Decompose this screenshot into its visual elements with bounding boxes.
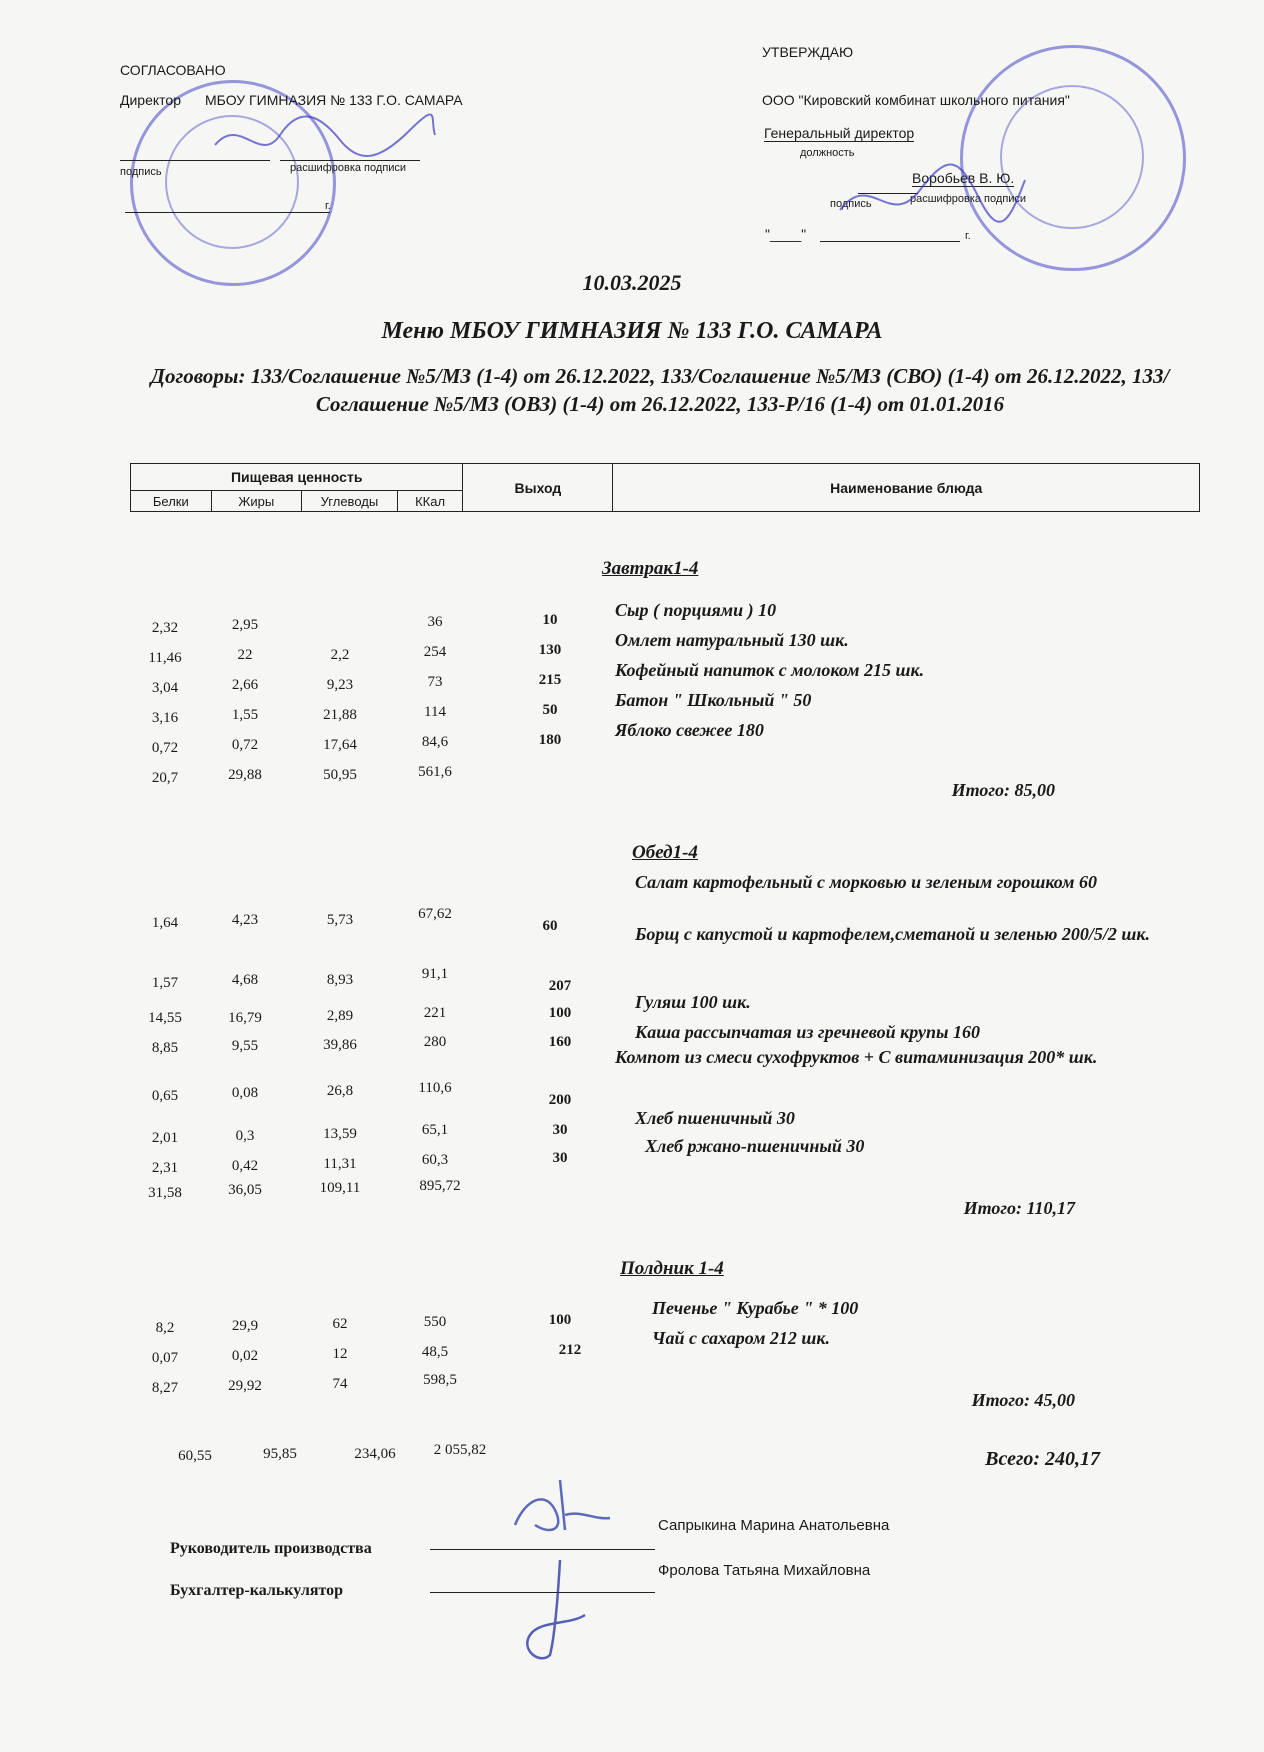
sum-kcal: 598,5	[423, 1372, 457, 1388]
cell-kcal: 91,1	[421, 966, 449, 982]
cell-carbs: 26,8	[326, 1083, 354, 1099]
cell-kcal: 36	[427, 614, 443, 630]
cell-carbs: 62	[332, 1316, 348, 1332]
approval-left-director-label: Директор	[120, 92, 181, 108]
approval-left-title: СОГЛАСОВАНО	[120, 62, 226, 78]
sum-proteins: 8,27	[151, 1380, 179, 1396]
left-date-line	[125, 212, 330, 213]
cell-fats: 2,95	[231, 617, 259, 633]
cell-proteins: 11,46	[148, 650, 182, 666]
cell-proteins: 2,01	[151, 1130, 179, 1146]
right-date-tail: г.	[965, 230, 971, 242]
cell-output: 207	[548, 978, 572, 994]
dish-name: Хлеб пшеничный 30	[635, 1108, 795, 1128]
cell-carbs: 13,59	[323, 1126, 357, 1142]
dish-name: Гуляш 100 шк.	[635, 992, 751, 1012]
cell-proteins: 0,65	[151, 1088, 179, 1104]
cell-fats: 4,68	[231, 972, 259, 988]
cell-kcal: 110,6	[418, 1080, 452, 1096]
menu-table-header	[130, 463, 1200, 512]
cell-output: 50	[542, 702, 558, 718]
lunch-total: Итого: 110,17	[963, 1198, 1075, 1218]
cell-kcal: 84,6	[421, 734, 449, 750]
lunch-title: Обед1-4	[632, 842, 698, 863]
cell-proteins: 3,04	[151, 680, 179, 696]
left-sign-label: подпись	[120, 166, 162, 178]
cell-kcal: 67,62	[418, 906, 452, 922]
cell-fats: 0,42	[231, 1158, 259, 1174]
approval-right-position-label: должность	[800, 147, 855, 159]
dish-name: Борщ с капустой и картофелем,сметаной и зеленью 200/5/2 шк.	[635, 924, 1150, 944]
accountant-signature	[500, 1555, 590, 1665]
director-signature	[210, 105, 440, 175]
cell-proteins: 0,07	[151, 1350, 179, 1366]
cell-fats: 22	[237, 647, 253, 663]
dish-name: Яблоко свежее 180	[615, 720, 764, 740]
cell-fats: 29,9	[231, 1318, 259, 1334]
cell-fats: 9,55	[231, 1038, 259, 1054]
sum-carbs: 50,95	[323, 767, 357, 783]
cell-kcal: 73	[427, 674, 443, 690]
cell-output: 180	[538, 732, 562, 748]
cell-fats: 16,79	[228, 1010, 262, 1026]
cell-kcal: 114	[424, 704, 446, 720]
approval-right-org: ООО "Кировский комбинат школьного питания"	[762, 92, 1070, 108]
dish-name: Кофейный напиток с молоком 215 шк.	[615, 660, 925, 680]
cell-proteins: 14,55	[148, 1010, 182, 1026]
cell-output: 30	[552, 1122, 568, 1138]
cell-fats: 0,02	[231, 1348, 259, 1364]
cell-kcal: 65,1	[421, 1122, 449, 1138]
right-date: "____"	[765, 226, 807, 242]
cell-kcal: 48,5	[421, 1344, 449, 1360]
sum-kcal: 895,72	[419, 1178, 461, 1194]
dish-name: Сыр ( порциями ) 10	[615, 600, 777, 620]
cell-carbs: 8,93	[326, 972, 354, 988]
cell-fats: 0,3	[235, 1128, 255, 1144]
production-head-name: Сапрыкина Марина Анатольевна	[658, 1517, 890, 1534]
grand-kcal: 2 055,82	[433, 1442, 487, 1458]
cell-output: 30	[552, 1150, 568, 1166]
left-decode-label: расшифровка подписи	[290, 162, 407, 174]
cell-carbs: 2,89	[326, 1008, 354, 1024]
dish-name: Каша рассыпчатая из гречневой крупы 160	[635, 1022, 980, 1042]
cell-carbs: 21,88	[323, 707, 357, 723]
dish-name: Батон " Школьный " 50	[615, 690, 812, 710]
cell-carbs: 5,73	[326, 912, 354, 928]
dish-name: Компот из смеси сухофруктов + С витаминизация 200* шк.	[615, 1047, 1098, 1067]
production-head-signature	[505, 1470, 615, 1540]
cell-kcal: 280	[423, 1034, 447, 1050]
dish-name: Салат картофельный с морковью и зеленым горошком 60	[635, 872, 1097, 892]
dish-name: Омлет натуральный 130 шк.	[615, 630, 849, 650]
cell-fats: 0,72	[231, 737, 259, 753]
right-decode-label: расшифровка подписи	[910, 193, 1027, 205]
cell-output: 215	[538, 672, 562, 688]
cell-fats: 1,55	[231, 707, 259, 723]
sum-kcal: 561,6	[418, 764, 452, 780]
grand-fats: 95,85	[263, 1446, 297, 1462]
breakfast-title: Завтрак1-4	[602, 558, 699, 579]
cell-proteins: 8,2	[155, 1320, 175, 1336]
cell-proteins: 1,64	[151, 915, 179, 931]
dish-name-header: Наименование блюда	[613, 464, 1200, 512]
dish-name: Чай с сахаром 212 шк.	[652, 1328, 831, 1348]
right-sign-label: подпись	[830, 198, 872, 210]
cell-output: 100	[548, 1005, 572, 1021]
snack-total: Итого: 45,00	[971, 1390, 1075, 1410]
dish-name: Печенье " Курабье " * 100	[652, 1298, 859, 1318]
cell-fats: 2,66	[231, 677, 259, 693]
cell-proteins: 3,16	[151, 710, 179, 726]
cell-proteins: 2,32	[151, 620, 179, 636]
role-accountant: Бухгалтер-калькулятор	[170, 1582, 344, 1599]
cell-fats: 4,23	[231, 912, 259, 928]
col-carbs: Углеводы	[302, 491, 398, 512]
sum-carbs: 74	[332, 1376, 348, 1392]
cell-proteins: 2,31	[151, 1160, 179, 1176]
cell-kcal: 254	[423, 644, 447, 660]
approval-right-position: Генеральный директор	[764, 125, 915, 141]
cell-output: 200	[548, 1092, 572, 1108]
cell-output: 60	[542, 918, 558, 934]
approval-left-org: МБОУ ГИМНАЗИЯ № 133 Г.О. САМАРА	[205, 92, 463, 108]
dish-name: Хлеб ржано-пшеничный 30	[645, 1136, 865, 1156]
right-date-line	[820, 241, 960, 242]
cell-kcal: 221	[423, 1005, 447, 1021]
snack-title: Полдник 1-4	[620, 1258, 724, 1279]
grand-carbs: 234,06	[354, 1446, 396, 1462]
grand-total: Всего: 240,17	[985, 1448, 1100, 1470]
approval-right-name: Воробьев В. Ю.	[912, 170, 1015, 186]
cell-kcal: 60,3	[421, 1152, 449, 1168]
cell-carbs: 9,23	[326, 677, 354, 693]
col-fats: Жиры	[211, 491, 302, 512]
sum-fats: 36,05	[228, 1182, 262, 1198]
cell-output: 160	[548, 1034, 572, 1050]
sum-proteins: 31,58	[148, 1185, 182, 1201]
cell-proteins: 8,85	[151, 1040, 179, 1056]
cell-carbs: 2,2	[330, 647, 350, 663]
output-header: Выход	[463, 464, 613, 512]
cell-fats: 0,08	[231, 1085, 259, 1101]
left-date-tail: г.	[325, 200, 331, 212]
sum-fats: 29,88	[228, 767, 262, 783]
production-head-sign-line	[430, 1549, 655, 1550]
cell-proteins: 1,57	[151, 975, 179, 991]
role-production-head: Руководитель производства	[170, 1540, 372, 1557]
cell-output: 212	[558, 1342, 582, 1358]
general-director-signature	[830, 150, 1030, 240]
sum-proteins: 20,7	[151, 770, 179, 786]
menu-title: Меню МБОУ ГИМНАЗИЯ № 133 Г.О. САМАРА	[381, 318, 883, 344]
cell-carbs: 11,31	[323, 1156, 357, 1172]
cell-carbs: 39,86	[323, 1037, 357, 1053]
cell-output: 10	[542, 612, 558, 628]
col-kcal: ККал	[397, 491, 463, 512]
menu-date: 10.03.2025	[582, 270, 682, 295]
cell-carbs: 12	[332, 1346, 348, 1362]
nutrition-header: Пищевая ценность	[131, 464, 463, 491]
grand-proteins: 60,55	[178, 1448, 212, 1464]
cell-output: 100	[548, 1312, 572, 1328]
sum-carbs: 109,11	[319, 1180, 361, 1196]
cell-proteins: 0,72	[151, 740, 179, 756]
cell-kcal: 550	[423, 1314, 447, 1330]
breakfast-total: Итого: 85,00	[951, 780, 1055, 800]
col-proteins: Белки	[131, 491, 212, 512]
approval-right-title: УТВЕРЖДАЮ	[762, 44, 854, 60]
cell-output: 130	[538, 642, 562, 658]
accountant-name: Фролова Татьяна Михайловна	[658, 1562, 871, 1579]
cell-carbs: 17,64	[323, 737, 357, 753]
sum-fats: 29,92	[228, 1378, 262, 1394]
menu-contracts: Договоры: 133/Соглашение №5/МЗ (1-4) от 26.12.2022, 133/Соглашение №5/МЗ (СВО) (1-4) от 26.12.2022, 133/Соглашение №5/МЗ (ОВЗ) (1-4) от 26.12.2022, 133-Р/16 (1-4) от 01.01.2016	[150, 364, 1170, 416]
